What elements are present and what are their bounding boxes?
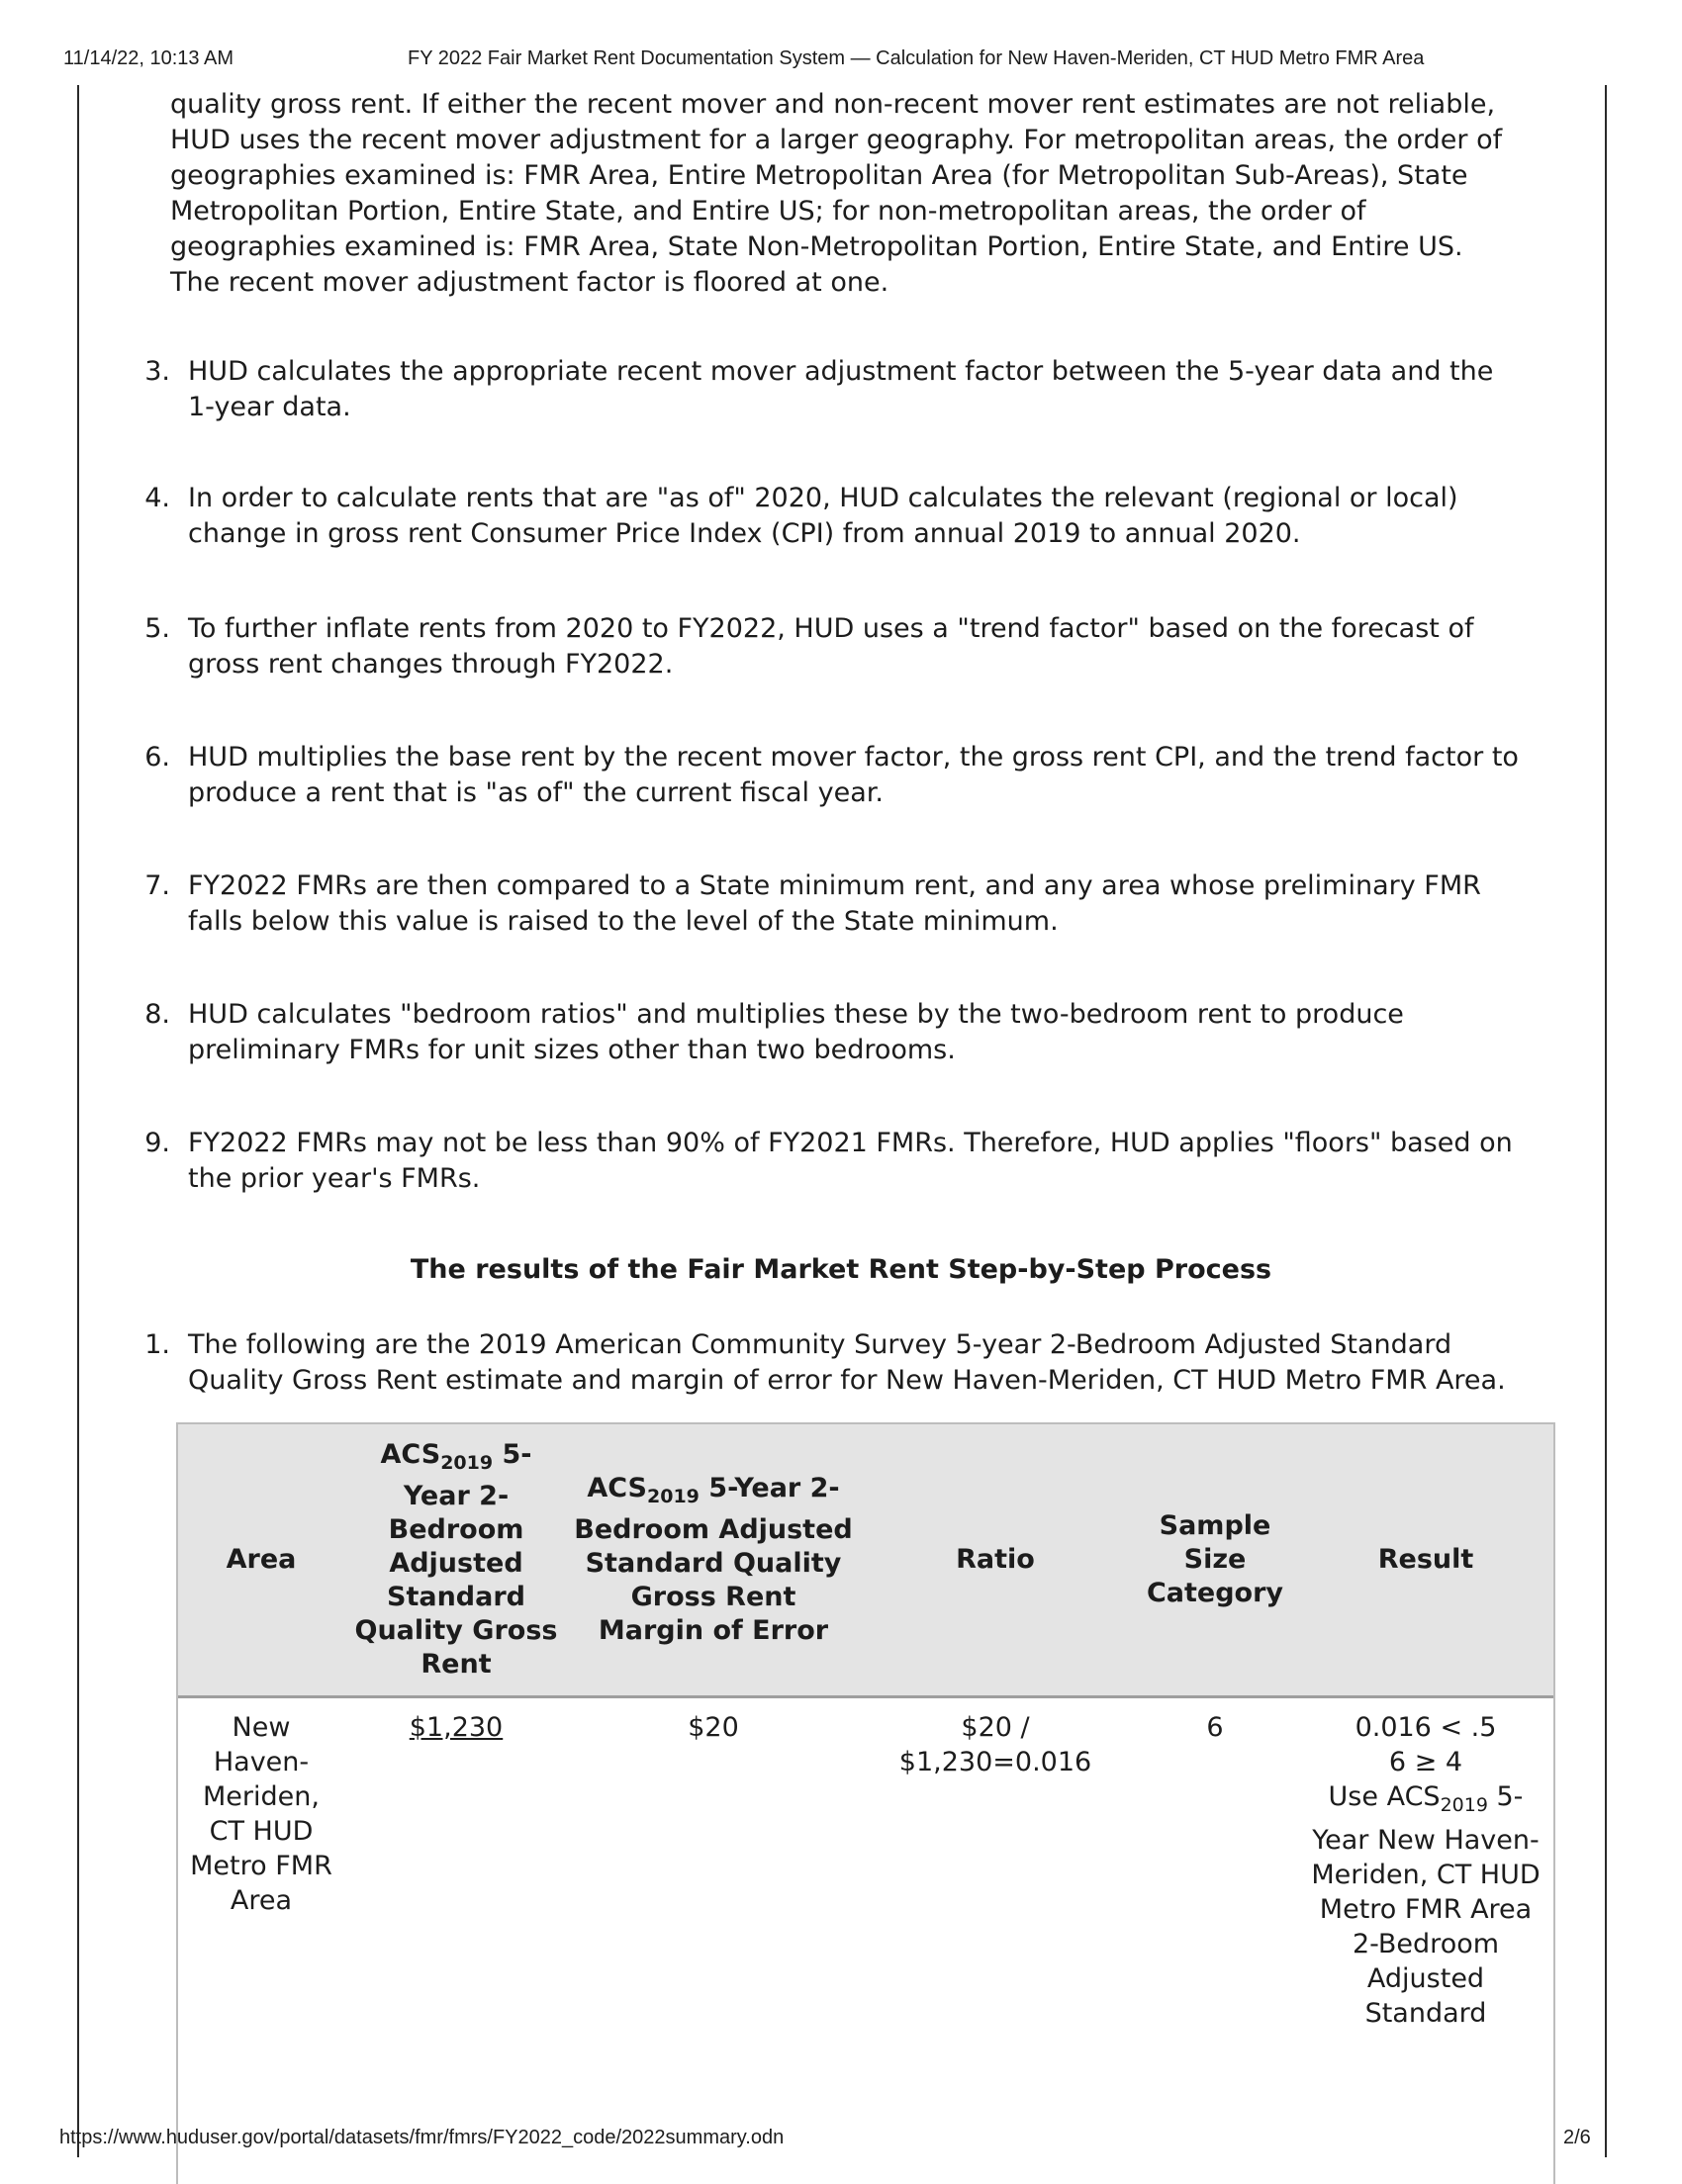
step-item bbox=[99, 611, 1524, 682]
result-line: 6 ≥ 4 bbox=[1388, 1747, 1463, 1777]
step-item bbox=[99, 481, 1524, 552]
step-text: The following are the 2019 American Community Survey 5-year 2-Bedroom Adjusted Standard Quality Gross Rent estimate and margin of error for New Haven-Meriden, CT HUD Metro FMR Area. bbox=[188, 1329, 1506, 1396]
cell-area: New Haven-Meriden, CT HUD Metro FMR Area bbox=[190, 1712, 332, 1916]
table-row bbox=[178, 1697, 1553, 2044]
header-sample-size: Sample Size Category bbox=[1132, 1424, 1298, 1697]
page-number: 2/6 bbox=[1563, 2127, 1591, 2148]
cell-result bbox=[1298, 1697, 1553, 2044]
cell-ratio: $20 / $1,230=0.016 bbox=[898, 1712, 1092, 1777]
header-acs-margin-of-error: $ACS_{2019}$ 5-Year 2-Bedroom Adjusted Standard Quality Gross Rent Margin of Error bbox=[568, 1424, 859, 1697]
step-text: FY2022 FMRs are then compared to a State minimum rent, and any area whose preliminary FMR falls below this value is raised to the level of the State minimum. bbox=[188, 870, 1481, 937]
results-table bbox=[178, 1424, 1553, 2043]
step-text: In order to calculate rents that are "as of" 2020, HUD calculates the relevant (regional or local) change in gross rent Consumer Price Index (CPI) from annual 2019 to annual 2020. bbox=[188, 483, 1458, 549]
step-item bbox=[99, 997, 1524, 1068]
step-item bbox=[99, 354, 1524, 425]
intro-paragraph: quality gross rent. If either the recent mover and non-recent mover rent estimates are not reliable, HUD uses the recent mover adjustment for a larger geography. For metropolitan areas, the order of geographies examined is: FMR Area, Entire Metropolitan Area (for Metropolitan Sub-Areas), State Metropolitan Portion, Entire State, and Entire US; for non-metropolitan areas, the order of geographies examined is: FMR Area, State Non-Metropolitan Portion, Entire State, and Entire US. The recent mover adjustment factor is floored at one. bbox=[170, 89, 1503, 298]
results-step-item bbox=[99, 1327, 1524, 1399]
step-item bbox=[99, 868, 1524, 940]
header-area: Area bbox=[178, 1424, 344, 1697]
results-table-container bbox=[176, 1422, 1555, 2184]
document-header-title: FY 2022 Fair Market Rent Documentation System — Calculation for New Haven-Meriden, CT HUD Metro FMR Area bbox=[408, 47, 1425, 69]
step-number: 8. bbox=[144, 999, 170, 1030]
step-item bbox=[99, 740, 1524, 811]
print-datetime: 11/14/22, 10:13 AM bbox=[63, 47, 234, 69]
step-number: 5. bbox=[144, 613, 170, 644]
step-number: 9. bbox=[144, 1128, 170, 1158]
step-text: HUD calculates "bedroom ratios" and multiplies these by the two-bedroom rent to produce preliminary FMRs for unit sizes other than two bedrooms. bbox=[188, 999, 1404, 1065]
step-item bbox=[99, 1126, 1524, 1197]
right-page-border bbox=[1605, 85, 1607, 2157]
step-text: HUD multiplies the base rent by the recent mover factor, the gross rent CPI, and the trend factor to produce a rent that is "as of" the current fiscal year. bbox=[188, 742, 1519, 808]
left-page-border bbox=[77, 85, 79, 2157]
footer-url: https://www.huduser.gov/portal/datasets/fmr/fmrs/FY2022_code/2022summary.odn bbox=[59, 2127, 785, 2148]
table-header-row bbox=[178, 1424, 1553, 1697]
step-number: 1. bbox=[144, 1329, 170, 1360]
step-number: 4. bbox=[144, 483, 170, 513]
rent-link[interactable]: $1,230 bbox=[409, 1712, 504, 1743]
result-conclusion: Use $ACS_{2019}$ 5-Year New Haven-Meriden, CT HUD Metro FMR Area 2-Bedroom Adjusted Standard bbox=[1311, 1781, 1541, 2029]
step-text: FY2022 FMRs may not be less than 90% of FY2021 FMRs. Therefore, HUD applies "floors" based on the prior year's FMRs. bbox=[188, 1128, 1513, 1194]
step-number: 6. bbox=[144, 742, 170, 773]
cell-rent bbox=[344, 1697, 568, 2044]
header-acs-rent: $ACS_{2019}$ 5-Year 2-Bedroom Adjusted Standard Quality Gross Rent bbox=[344, 1424, 568, 1697]
step-text: To further inflate rents from 2020 to FY2022, HUD uses a "trend factor" based on the forecast of gross rent changes through FY2022. bbox=[188, 613, 1474, 680]
cell-sample-size: 6 bbox=[1206, 1712, 1224, 1743]
step-number: 7. bbox=[144, 870, 170, 901]
result-line: 0.016 < .5 bbox=[1355, 1712, 1497, 1743]
header-ratio: Ratio bbox=[859, 1424, 1132, 1697]
header-result: Result bbox=[1298, 1424, 1553, 1697]
step-number: 3. bbox=[144, 356, 170, 387]
results-section-title: The results of the Fair Market Rent Step-by-Step Process bbox=[410, 1254, 1272, 1285]
cell-margin-of-error: $20 bbox=[688, 1712, 739, 1743]
step-text: HUD calculates the appropriate recent mover adjustment factor between the 5-year data and the 1-year data. bbox=[188, 356, 1494, 422]
